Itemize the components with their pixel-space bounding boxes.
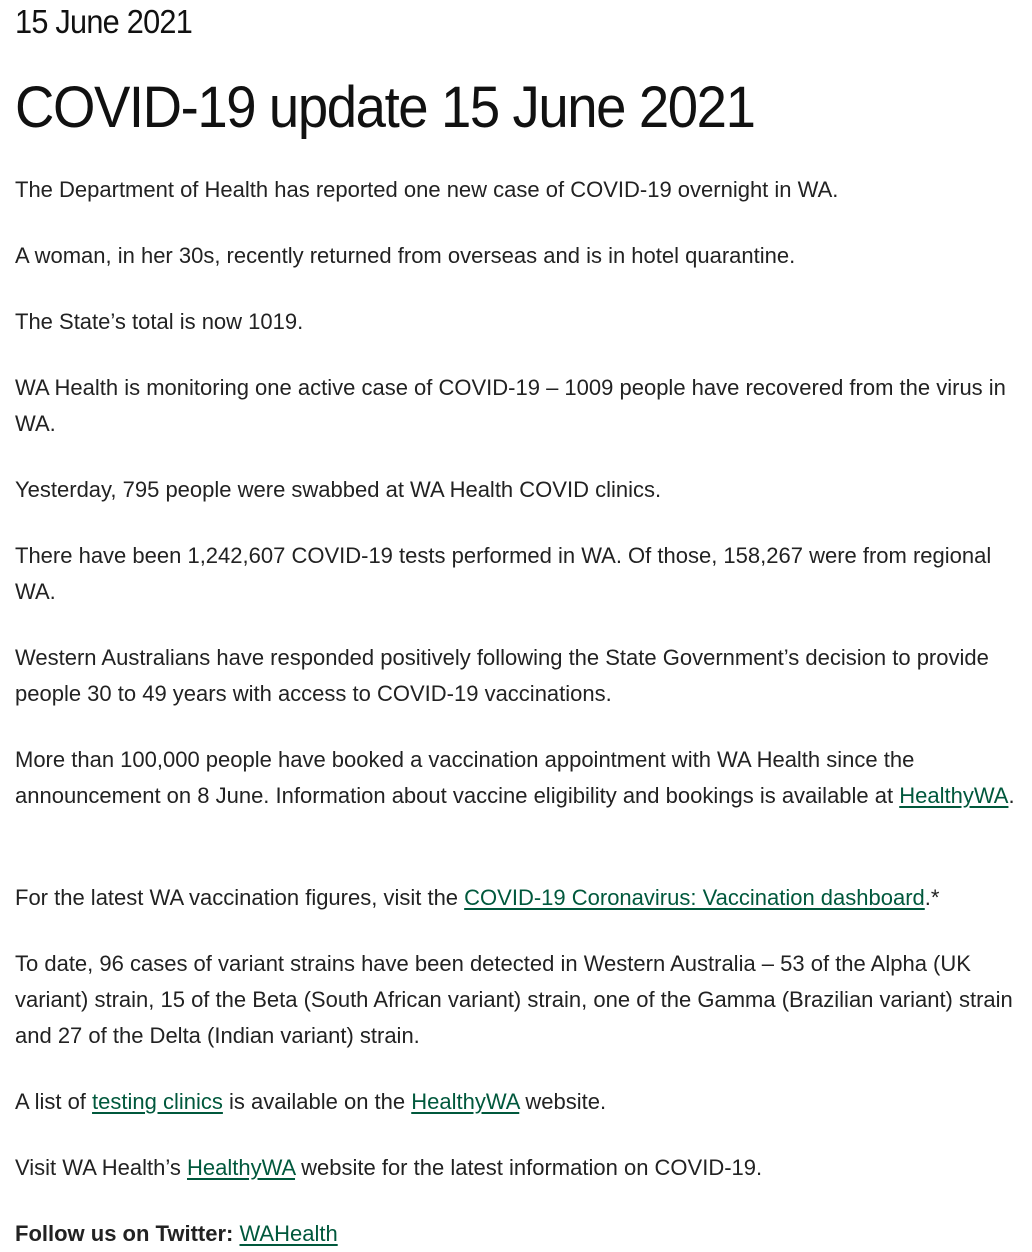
paragraph-text: .: [1008, 783, 1015, 808]
paragraph-healthywa-info: [15, 1150, 1027, 1186]
paragraph-state-total: The State’s total is now 1019.: [15, 309, 304, 334]
paragraph-new-case: The Department of Health has reported one new case of COVID-19 overnight in WA.: [15, 177, 839, 202]
paragraph-vaccination-bookings: [15, 742, 1027, 814]
paragraph-swabbed: Yesterday, 795 people were swabbed at WA Health COVID clinics.: [15, 477, 662, 502]
testing-clinics-link[interactable]: testing clinics: [92, 1089, 223, 1114]
paragraph-text: .*: [924, 885, 940, 910]
paragraph-text: More than 100,000 people have booked a vaccination appointment with WA Health since the announcement on 8 June. Information about vaccine eligibility and bookings is available at: [15, 747, 915, 808]
healthywa-link[interactable]: HealthyWA: [187, 1155, 296, 1180]
paragraph-text: website.: [519, 1089, 607, 1114]
paragraph-testing-clinics: [15, 1084, 1027, 1120]
paragraph-variant-strains: To date, 96 cases of variant strains have been detected in Western Australia – 53 of the Alpha (UK variant) strain, 15 of the Beta (South African variant) strain, one of the Gamma (Brazilian variant) strain and 27 of the Delta (Indian variant) strain.: [15, 951, 1013, 1048]
paragraph-vaccination-figures: [15, 880, 1032, 916]
twitter-wahealth-link[interactable]: WAHealth: [239, 1221, 338, 1246]
paragraph-text: website for the latest information on COVID-19.: [295, 1155, 763, 1180]
paragraph-text: is available on the: [222, 1089, 412, 1114]
paragraph-text: Visit WA Health’s: [15, 1155, 187, 1180]
paragraph-text: For the latest WA vaccination figures, visit the: [15, 885, 465, 910]
page-title: COVID-19 update 15 June 2021: [15, 75, 755, 140]
paragraph-text: A list of: [15, 1089, 93, 1114]
release-date: 15 June 2021: [15, 3, 193, 40]
paragraph-vaccination-response: Western Australians have responded positively following the State Government’s decision to provide people 30 to 49 years with access to COVID-19 vaccinations.: [15, 645, 989, 706]
twitter-label: Follow us on Twitter:: [15, 1221, 234, 1246]
vaccination-dashboard-link[interactable]: COVID-19 Coronavirus: Vaccination dashboard: [464, 885, 925, 910]
healthywa-link[interactable]: HealthyWA: [899, 783, 1009, 808]
paragraph-case-details: A woman, in her 30s, recently returned from overseas and is in hotel quarantine.: [15, 243, 796, 268]
paragraph-tests-performed: There have been 1,242,607 COVID-19 tests performed in WA. Of those, 158,267 were from regional WA.: [15, 543, 992, 604]
healthywa-link[interactable]: HealthyWA: [411, 1089, 520, 1114]
paragraph-twitter: [15, 1216, 1027, 1252]
paragraph-active-cases: WA Health is monitoring one active case of COVID-19 – 1009 people have recovered from the virus in WA.: [15, 375, 1006, 436]
